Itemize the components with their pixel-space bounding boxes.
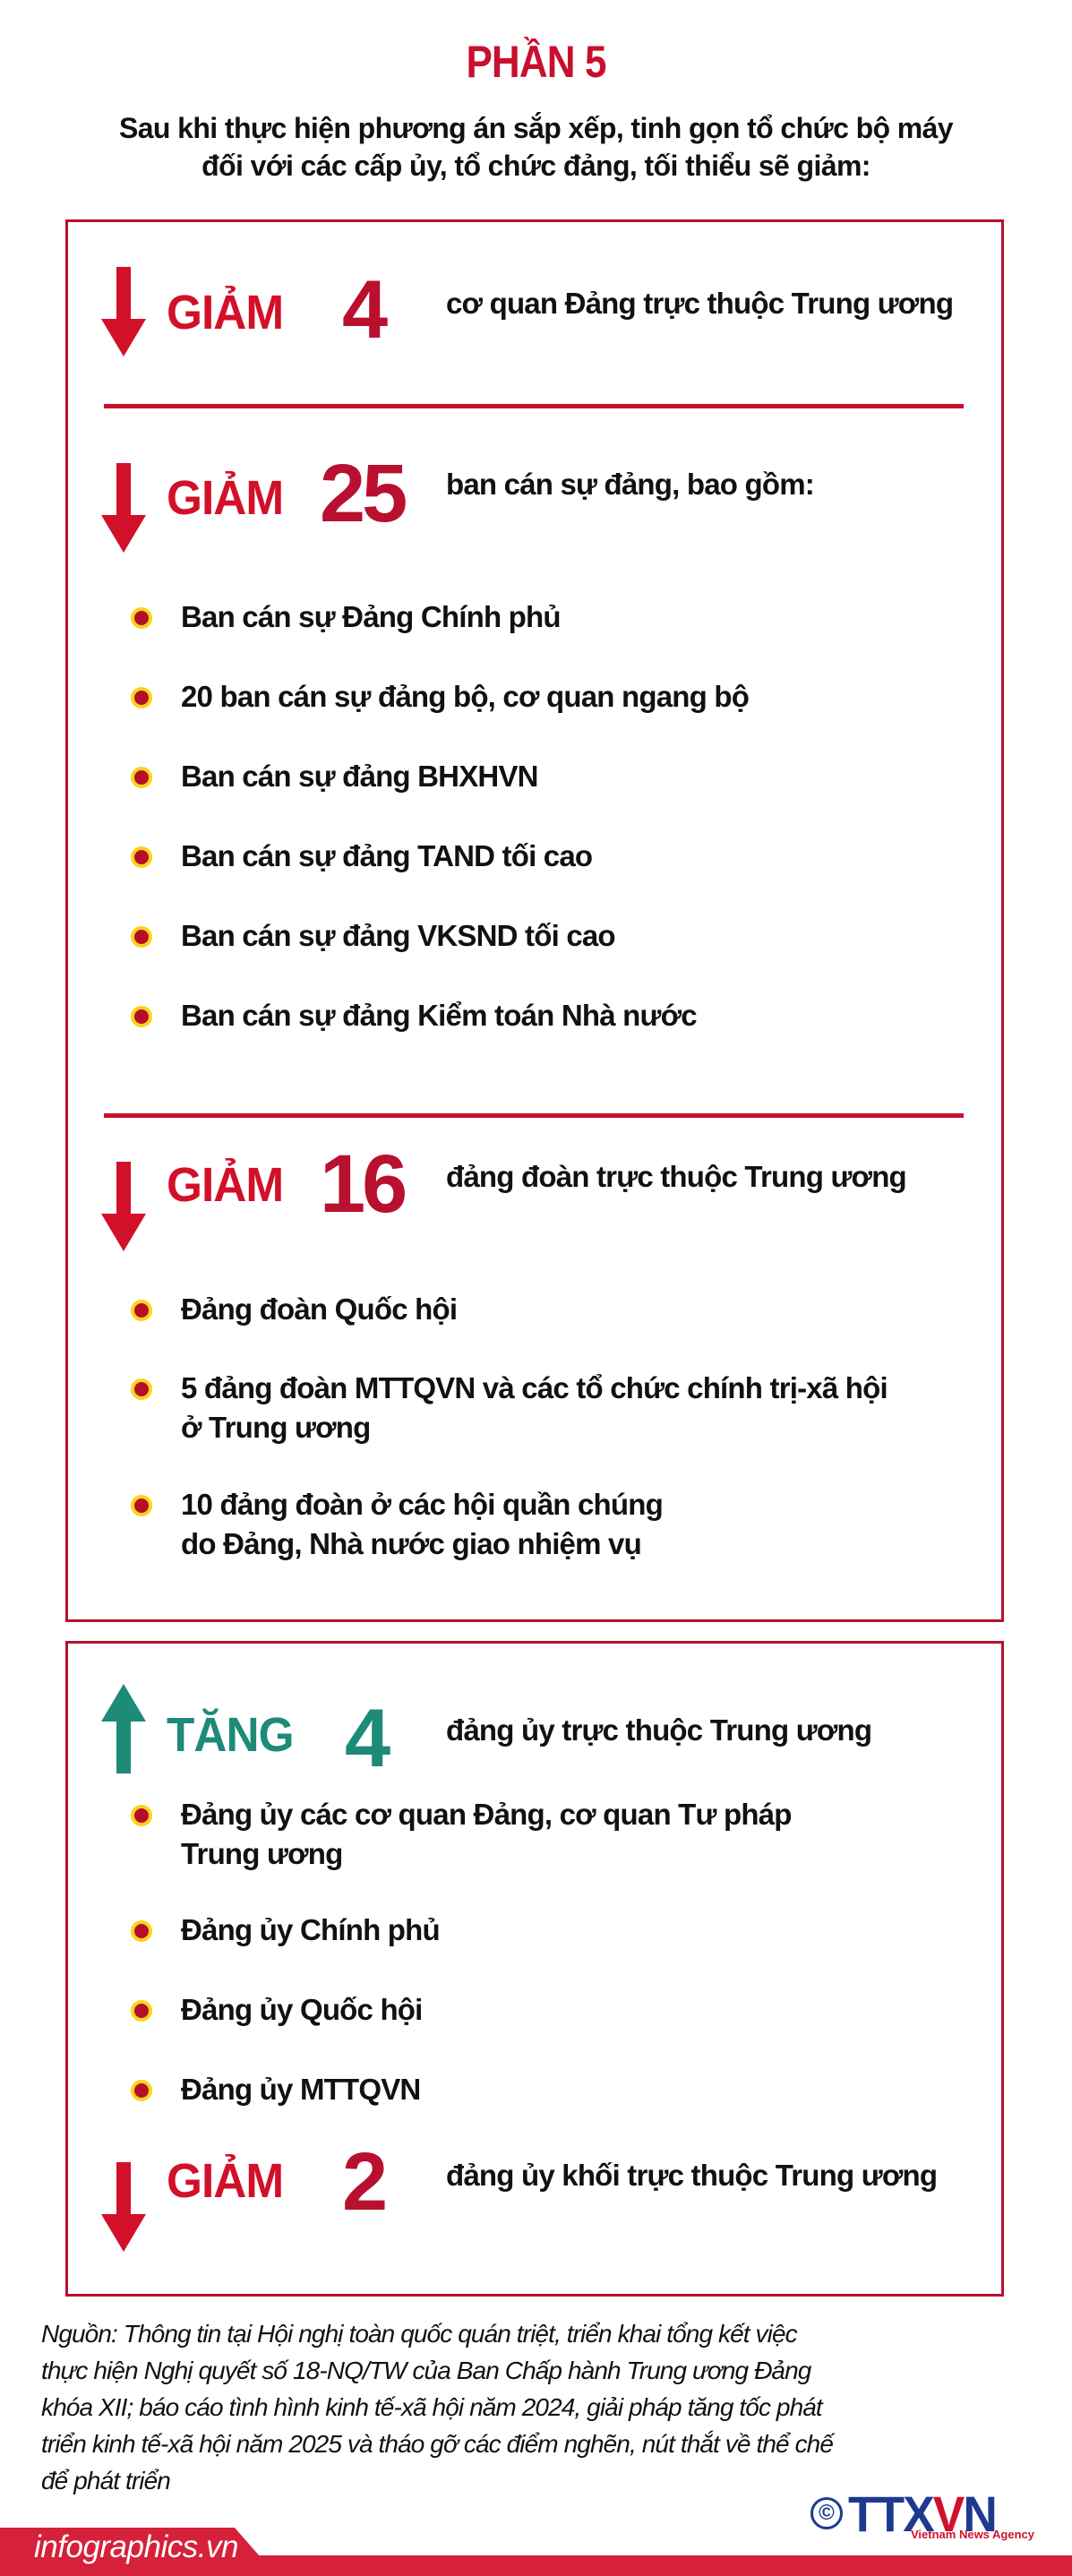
- bullet-icon: [131, 1300, 152, 1321]
- bullet-icon: [131, 1805, 152, 1826]
- section-description: ban cán sự đảng, bao gồm:: [446, 468, 814, 501]
- list-item: Đảng đoàn Quốc hội: [181, 1292, 458, 1326]
- source-line: để phát triển: [41, 2467, 170, 2494]
- section-number: 2: [342, 2136, 385, 2228]
- logo-text-b: N: [963, 2486, 996, 2542]
- bullet-icon: [131, 2000, 152, 2022]
- bullet-icon: [131, 1495, 152, 1516]
- copyright-icon: ©: [810, 2497, 843, 2529]
- bullet-icon: [131, 607, 152, 629]
- list-item: [181, 1369, 987, 1447]
- list-item-line: ở Trung ương: [181, 1411, 371, 1444]
- logo-text-v: V: [932, 2486, 964, 2542]
- source-line: triển kinh tế-xã hội năm 2025 và tháo gỡ các điểm nghẽn, nút thắt về thể chế: [41, 2430, 834, 2458]
- subtitle-line-2: đối với các cấp ủy, tổ chức đảng, tối thiểu sẽ giảm:: [202, 150, 870, 182]
- list-item: Ban cán sự đảng Kiểm toán Nhà nước: [181, 999, 697, 1032]
- list-item: Ban cán sự đảng VKSND tối cao: [181, 919, 615, 952]
- section-divider: [104, 1113, 964, 1118]
- subtitle-line-1: Sau khi thực hiện phương án sắp xếp, tinh gọn tổ chức bộ máy: [118, 112, 954, 144]
- section-number: 16: [320, 1138, 405, 1230]
- bullet-icon: [131, 926, 152, 948]
- list-item-line: do Đảng, Nhà nước giao nhiệm vụ: [181, 1527, 641, 1560]
- ttxvn-logo: [810, 2486, 1034, 2544]
- list-item: 20 ban cán sự đảng bộ, cơ quan ngang bộ: [181, 680, 750, 713]
- logo-text-a: TTX: [848, 2486, 933, 2542]
- arrow-up-icon: [101, 1684, 146, 1773]
- logo-subtitle: Vietnam News Agency: [911, 2528, 1034, 2541]
- section-divider: [104, 404, 964, 408]
- page-subtitle: [36, 109, 1036, 185]
- page-title: PHẦN 5: [466, 37, 606, 87]
- arrow-down-icon: [101, 2162, 146, 2252]
- list-item: Đảng ủy MTTQVN: [181, 2073, 421, 2106]
- section-verb: GIẢM: [167, 286, 284, 339]
- list-item: Ban cán sự Đảng Chính phủ: [181, 600, 561, 633]
- section-verb: GIẢM: [167, 2154, 284, 2208]
- list-item: [181, 1795, 987, 1874]
- list-item-line: Trung ương: [181, 1837, 343, 1870]
- section-description: cơ quan Đảng trực thuộc Trung ương: [446, 287, 954, 320]
- bullet-icon: [131, 2080, 152, 2101]
- bullet-icon: [131, 687, 152, 708]
- section-description: đảng ủy trực thuộc Trung ương: [446, 1713, 872, 1747]
- footer-brand-link[interactable]: infographics.vn: [34, 2529, 238, 2564]
- section-description: đảng đoàn trực thuộc Trung ương: [446, 1160, 906, 1193]
- section-verb: GIẢM: [167, 1158, 284, 1212]
- section-verb: TĂNG: [167, 1708, 294, 1762]
- source-line: Nguồn: Thông tin tại Hội nghị toàn quốc quán triệt, triển khai tổng kết việc: [41, 2320, 797, 2348]
- source-line: thực hiện Nghị quyết số 18-NQ/TW của Ban Chấp hành Trung ương Đảng: [41, 2357, 811, 2384]
- list-item-line: 5 đảng đoàn MTTQVN và các tổ chức chính trị-xã hội: [181, 1371, 888, 1404]
- bullet-icon: [131, 1378, 152, 1400]
- list-item: Ban cán sự đảng BHXHVN: [181, 760, 538, 793]
- arrow-down-icon: [101, 463, 146, 553]
- list-item: Đảng ủy Chính phủ: [181, 1913, 440, 1946]
- list-item: [181, 1485, 987, 1564]
- arrow-down-icon: [101, 1162, 146, 1251]
- arrow-down-icon: [101, 267, 146, 356]
- list-item-line: Đảng ủy các cơ quan Đảng, cơ quan Tư pháp: [181, 1798, 792, 1831]
- section-number: 25: [320, 448, 405, 539]
- list-item-line: 10 đảng đoàn ở các hội quần chúng: [181, 1488, 663, 1521]
- bullet-icon: [131, 767, 152, 788]
- bullet-icon: [131, 846, 152, 868]
- bullet-icon: [131, 1006, 152, 1027]
- section-verb: GIẢM: [167, 471, 284, 525]
- source-note: [41, 2315, 991, 2499]
- section-description: đảng ủy khối trực thuộc Trung ương: [446, 2159, 938, 2192]
- list-item: Ban cán sự đảng TAND tối cao: [181, 839, 593, 872]
- section-number: 4: [342, 264, 385, 356]
- bullet-icon: [131, 1920, 152, 1942]
- section-number: 4: [345, 1693, 388, 1784]
- source-line: khóa XII; báo cáo tình hình kinh tế-xã hội năm 2024, giải pháp tăng tốc phát: [41, 2393, 822, 2421]
- list-item: Đảng ủy Quốc hội: [181, 1993, 423, 2026]
